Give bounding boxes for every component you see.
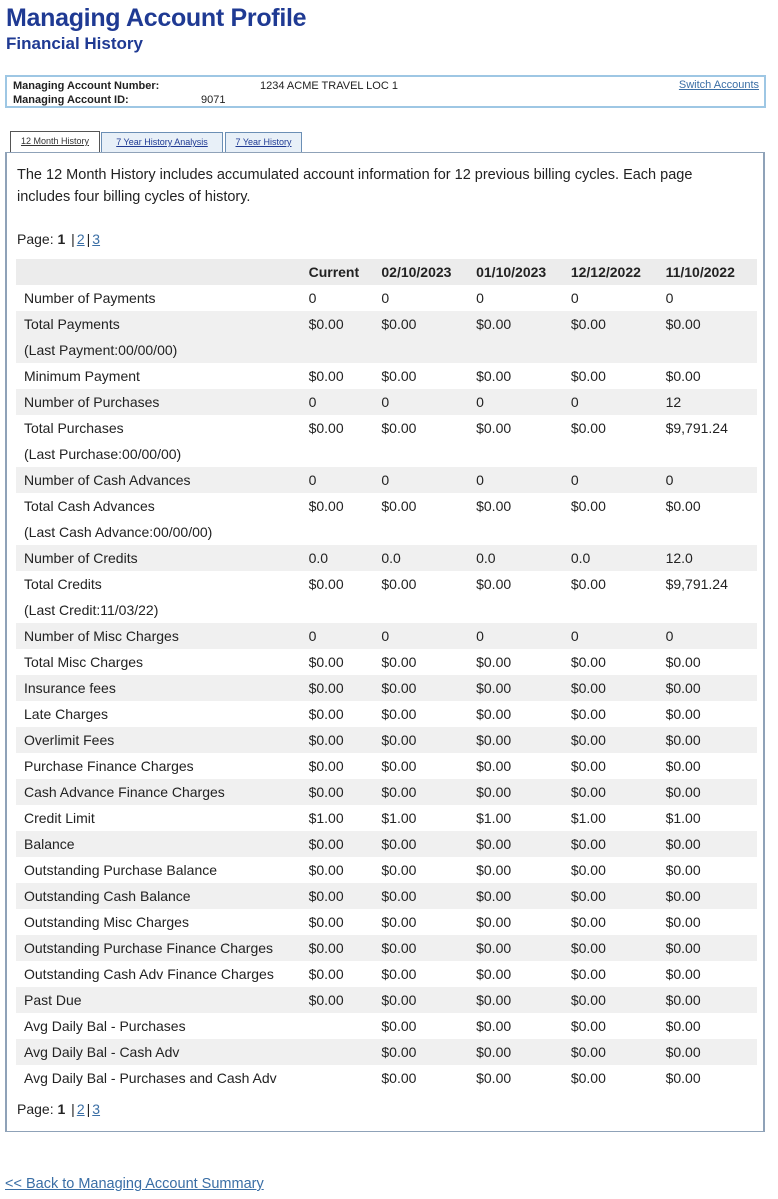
row-label-cell — [16, 987, 301, 1013]
table-cell: $0.00 — [381, 420, 417, 436]
table-cell: $0.00 — [665, 368, 701, 384]
row-label: Total Purchases — [24, 420, 124, 436]
row-label-cell — [16, 1039, 301, 1065]
table-cell: $0.00 — [665, 758, 701, 774]
table-cell: $0.00 — [373, 935, 468, 961]
pager-separator: | — [71, 1101, 75, 1117]
table-cell: $0.00 — [301, 675, 374, 701]
row-label: Minimum Payment — [24, 368, 140, 384]
table-cell: $0.00 — [665, 914, 701, 930]
table-row — [16, 935, 757, 961]
pager-top — [17, 231, 100, 247]
column-header: 01/10/2023 — [468, 259, 563, 285]
table-cell: $0.00 — [308, 862, 344, 878]
table-cell: 12 — [658, 389, 757, 415]
pager-link-3[interactable]: 3 — [92, 231, 101, 247]
table-cell: 0 — [665, 290, 674, 306]
row-label: Past Due — [24, 992, 82, 1008]
table-cell: $0.00 — [570, 706, 606, 722]
table-cell: 0 — [563, 389, 658, 415]
table-cell: $0.00 — [308, 758, 344, 774]
table-cell: $0.00 — [373, 311, 468, 363]
table-cell: $0.00 — [381, 1070, 417, 1086]
table-cell: 0 — [570, 290, 579, 306]
table-cell: $0.00 — [665, 1070, 701, 1086]
table-cell: $0.00 — [381, 576, 417, 592]
table-cell: $0.00 — [381, 498, 417, 514]
table-cell: $0.00 — [570, 862, 606, 878]
table-cell: $0.00 — [381, 966, 417, 982]
table-cell: $0.00 — [476, 1070, 512, 1086]
row-label: Number of Misc Charges — [24, 628, 179, 644]
table-cell: $0.00 — [301, 311, 374, 363]
row-label: Total Credits — [24, 576, 102, 592]
row-label: Outstanding Purchase Finance Charges — [24, 940, 274, 956]
table-cell: $0.00 — [563, 311, 658, 363]
row-label-cell — [16, 389, 301, 415]
table-cell: $0.00 — [563, 831, 658, 857]
table-cell: $0.00 — [570, 420, 606, 436]
table-row — [16, 1039, 757, 1065]
table-cell: $0.00 — [570, 914, 606, 930]
table-header-row — [16, 259, 757, 285]
table-cell: $0.00 — [476, 420, 512, 436]
table-row — [16, 623, 757, 649]
table-cell: $0.00 — [658, 935, 757, 961]
row-label-cell — [16, 857, 301, 883]
table-cell: 0 — [563, 467, 658, 493]
column-header: 02/10/2023 — [373, 259, 468, 285]
row-label: Balance — [24, 836, 75, 852]
table-cell: 12.0 — [658, 545, 757, 571]
row-label-cell — [16, 311, 301, 363]
column-header: Current — [301, 259, 374, 285]
table-row — [16, 909, 757, 935]
row-label: Credit Limit — [24, 810, 95, 826]
row-label: Cash Advance Finance Charges — [24, 784, 225, 800]
table-row — [16, 311, 757, 363]
table-cell: $0.00 — [373, 831, 468, 857]
table-cell: $0.00 — [476, 368, 512, 384]
table-cell: $0.00 — [658, 831, 757, 857]
table-cell: $0.00 — [570, 498, 606, 514]
history-table — [16, 259, 757, 1091]
table-cell: $0.00 — [570, 1018, 606, 1034]
table-cell: $0.00 — [308, 368, 344, 384]
account-number-label: Managing Account Number: — [13, 80, 160, 92]
table-cell: 0 — [301, 623, 374, 649]
table-cell: 0 — [563, 623, 658, 649]
account-number-value: 1234 ACME TRAVEL LOC 1 — [260, 80, 398, 92]
table-cell: $0.00 — [301, 779, 374, 805]
table-cell: $0.00 — [665, 966, 701, 982]
row-label-cell — [16, 779, 301, 805]
table-cell: $0.00 — [658, 675, 757, 701]
table-cell: $0.00 — [665, 1018, 701, 1034]
table-row — [16, 285, 757, 311]
table-cell: 0 — [468, 389, 563, 415]
row-sublabel: (Last Payment:00/00/00) — [24, 342, 178, 358]
row-label: Outstanding Cash Balance — [24, 888, 191, 904]
table-cell: 0 — [658, 467, 757, 493]
row-label: Total Payments — [24, 316, 120, 332]
table-cell: 0 — [373, 623, 468, 649]
table-cell: $0.00 — [468, 883, 563, 909]
row-label: Overlimit Fees — [24, 732, 115, 748]
row-label-cell — [16, 883, 301, 909]
row-label: Number of Payments — [24, 290, 156, 306]
table-cell: $0.00 — [308, 706, 344, 722]
table-cell: $0.00 — [381, 758, 417, 774]
table-cell: 0 — [373, 389, 468, 415]
table-cell: $0.00 — [665, 862, 701, 878]
table-cell: $0.00 — [476, 914, 512, 930]
row-label: Total Misc Charges — [24, 654, 144, 670]
table-cell: $0.00 — [301, 987, 374, 1013]
table-cell: $0.00 — [570, 758, 606, 774]
column-header: 11/10/2022 — [658, 259, 757, 285]
table-row — [16, 467, 757, 493]
table-cell: 0.0 — [301, 545, 374, 571]
table-cell: 0 — [476, 290, 484, 306]
table-cell: $0.00 — [373, 987, 468, 1013]
row-label: Number of Credits — [24, 550, 138, 566]
table-cell: $0.00 — [308, 914, 344, 930]
table-cell: $0.00 — [468, 727, 563, 753]
table-row — [16, 649, 757, 675]
table-cell — [301, 1013, 374, 1039]
table-cell: $0.00 — [381, 706, 417, 722]
table-cell: 0 — [301, 467, 374, 493]
row-label-cell — [16, 493, 301, 545]
row-label: Avg Daily Bal - Purchases — [24, 1018, 186, 1034]
pager-bottom — [17, 1101, 100, 1117]
table-cell: $0.00 — [476, 758, 512, 774]
table-cell: $0.00 — [563, 727, 658, 753]
table-cell: $0.00 — [381, 654, 417, 670]
table-cell: $0.00 — [563, 1039, 658, 1065]
row-label-cell — [16, 623, 301, 649]
page-subtitle: Financial History — [6, 34, 143, 53]
table-cell: $0.00 — [301, 935, 374, 961]
table-row — [16, 987, 757, 1013]
tab-7-year-history[interactable]: 7 Year History — [225, 132, 302, 152]
row-sublabel: (Last Purchase:00/00/00) — [24, 446, 182, 462]
table-row — [16, 805, 757, 831]
table-cell: $0.00 — [658, 727, 757, 753]
table-row — [16, 1013, 757, 1039]
table-row — [16, 753, 757, 779]
row-label: Avg Daily Bal - Cash Adv — [24, 1044, 180, 1060]
table-row — [16, 675, 757, 701]
row-label: Outstanding Cash Adv Finance Charges — [24, 966, 274, 982]
table-cell: $0.00 — [468, 935, 563, 961]
table-cell: $0.00 — [563, 675, 658, 701]
table-cell: $1.00 — [308, 810, 344, 826]
table-row — [16, 1065, 757, 1091]
table-cell: $0.00 — [665, 654, 701, 670]
table-cell: $1.00 — [570, 810, 606, 826]
table-cell: $1.00 — [381, 810, 417, 826]
table-row — [16, 779, 757, 805]
intro-text: The 12 Month History includes accumulated account information for 12 previous billing cycles. Each page includes four billing cycles of history. — [17, 167, 693, 205]
row-label-cell — [16, 935, 301, 961]
table-cell: $0.00 — [665, 498, 701, 514]
row-label-cell — [16, 701, 301, 727]
pager-separator: | — [71, 231, 75, 247]
table-row — [16, 545, 757, 571]
table-cell: $0.00 — [658, 883, 757, 909]
row-label-cell — [16, 753, 301, 779]
table-cell: $0.00 — [301, 883, 374, 909]
table-cell: $0.00 — [468, 987, 563, 1013]
table-cell: $0.00 — [476, 576, 512, 592]
table-row — [16, 883, 757, 909]
table-cell: $0.00 — [570, 368, 606, 384]
row-label-cell — [16, 571, 301, 623]
pager-separator: | — [86, 1101, 91, 1117]
row-label-cell — [16, 363, 301, 389]
table-row — [16, 831, 757, 857]
table-cell: $0.00 — [563, 935, 658, 961]
row-label-cell — [16, 415, 301, 467]
table-cell: $0.00 — [665, 706, 701, 722]
pager-label: Page: — [17, 231, 54, 247]
table-cell: $0.00 — [373, 779, 468, 805]
table-cell: $0.00 — [301, 727, 374, 753]
table-cell: $0.00 — [476, 654, 512, 670]
tab-7-year-history-analysis[interactable]: 7 Year History Analysis — [101, 132, 223, 152]
column-header-label — [16, 259, 301, 285]
row-label-cell — [16, 675, 301, 701]
row-label: Total Cash Advances — [24, 498, 155, 514]
table-cell: $0.00 — [373, 727, 468, 753]
table-cell: $0.00 — [308, 498, 344, 514]
table-cell: $0.00 — [308, 576, 344, 592]
table-cell: $0.00 — [468, 311, 563, 363]
row-label-cell — [16, 649, 301, 675]
switch-accounts-link[interactable]: Switch Accounts — [678, 79, 759, 91]
table-row — [16, 571, 757, 623]
pager-current: 1 — [57, 1101, 66, 1117]
table-cell: $0.00 — [308, 966, 344, 982]
table-cell: $0.00 — [468, 675, 563, 701]
pager-current: 1 — [57, 231, 66, 247]
row-label: Number of Cash Advances — [24, 472, 191, 488]
row-label: Avg Daily Bal - Purchases and Cash Adv — [24, 1070, 277, 1086]
table-cell: 0.0 — [373, 545, 468, 571]
table-cell: $0.00 — [570, 966, 606, 982]
table-row — [16, 961, 757, 987]
row-sublabel: (Last Credit:11/03/22) — [24, 602, 159, 618]
table-cell: $0.00 — [373, 883, 468, 909]
page-title: Managing Account Profile — [6, 4, 307, 32]
row-label-cell — [16, 1065, 301, 1091]
table-cell: $0.00 — [563, 779, 658, 805]
table-cell: $0.00 — [658, 311, 757, 363]
table-cell: 0 — [468, 467, 563, 493]
table-cell: 0.0 — [468, 545, 563, 571]
table-cell: $0.00 — [476, 966, 512, 982]
table-cell: $0.00 — [468, 1039, 563, 1065]
table-cell: 0 — [308, 290, 317, 306]
table-cell: $0.00 — [381, 862, 417, 878]
table-cell: $0.00 — [658, 987, 757, 1013]
table-cell — [301, 1065, 374, 1091]
table-cell: $0.00 — [381, 368, 417, 384]
table-cell: $0.00 — [308, 420, 344, 436]
table-cell: 0.0 — [563, 545, 658, 571]
pager-label: Page: — [17, 1101, 54, 1117]
table-cell: $9,791.24 — [665, 576, 728, 592]
row-label: Purchase Finance Charges — [24, 758, 194, 774]
back-to-summary-link[interactable]: << Back to Managing Account Summary — [5, 1176, 264, 1192]
account-id-label: Managing Account ID: — [13, 94, 129, 106]
table-cell: $0.00 — [381, 914, 417, 930]
pager-link-2[interactable]: 2 — [76, 1101, 85, 1117]
table-cell: $0.00 — [476, 498, 512, 514]
pager-link-2[interactable]: 2 — [76, 231, 85, 247]
table-cell: $0.00 — [468, 831, 563, 857]
table-cell: $0.00 — [301, 831, 374, 857]
row-label-cell — [16, 1013, 301, 1039]
account-id-value: 9071 — [201, 94, 226, 106]
row-label: Outstanding Purchase Balance — [24, 862, 218, 878]
table-cell: $0.00 — [373, 1039, 468, 1065]
table-cell: $0.00 — [658, 779, 757, 805]
table-cell: $9,791.24 — [665, 420, 728, 436]
row-label-cell — [16, 545, 301, 571]
row-label-cell — [16, 961, 301, 987]
table-row — [16, 389, 757, 415]
column-header: 12/12/2022 — [563, 259, 658, 285]
row-label: Late Charges — [24, 706, 109, 722]
row-label: Number of Purchases — [24, 394, 160, 410]
table-cell: 0 — [381, 290, 390, 306]
table-cell: $0.00 — [570, 576, 606, 592]
table-cell: $0.00 — [476, 1018, 512, 1034]
row-sublabel: (Last Cash Advance:00/00/00) — [24, 524, 213, 540]
table-cell: $0.00 — [658, 1039, 757, 1065]
pager-link-3[interactable]: 3 — [92, 1101, 101, 1117]
table-row — [16, 493, 757, 545]
table-cell: $0.00 — [570, 1070, 606, 1086]
table-cell: 0 — [658, 623, 757, 649]
row-label-cell — [16, 285, 301, 311]
row-label-cell — [16, 909, 301, 935]
tab-12-month-history[interactable]: 12 Month History — [10, 131, 100, 153]
table-cell: $1.00 — [665, 810, 701, 826]
table-cell: $0.00 — [308, 654, 344, 670]
table-row — [16, 727, 757, 753]
table-cell: $0.00 — [476, 862, 512, 878]
table-cell: $0.00 — [381, 1018, 417, 1034]
table-cell: $0.00 — [570, 654, 606, 670]
history-panel — [5, 152, 765, 1132]
table-cell: $0.00 — [373, 675, 468, 701]
table-cell: $0.00 — [563, 987, 658, 1013]
table-cell: 0 — [373, 467, 468, 493]
row-label: Outstanding Misc Charges — [24, 914, 189, 930]
table-cell: $0.00 — [563, 883, 658, 909]
row-label: Insurance fees — [24, 680, 116, 696]
table-cell: $1.00 — [476, 810, 512, 826]
row-label-cell — [16, 727, 301, 753]
table-cell — [301, 1039, 374, 1065]
account-info-box — [5, 75, 766, 108]
table-row — [16, 857, 757, 883]
table-row — [16, 701, 757, 727]
row-label-cell — [16, 467, 301, 493]
table-cell: $0.00 — [468, 779, 563, 805]
table-row — [16, 363, 757, 389]
pager-separator: | — [86, 231, 91, 247]
row-label-cell — [16, 831, 301, 857]
table-cell: 0 — [468, 623, 563, 649]
table-cell: 0 — [301, 389, 374, 415]
table-cell: $0.00 — [476, 706, 512, 722]
row-label-cell — [16, 805, 301, 831]
table-row — [16, 415, 757, 467]
